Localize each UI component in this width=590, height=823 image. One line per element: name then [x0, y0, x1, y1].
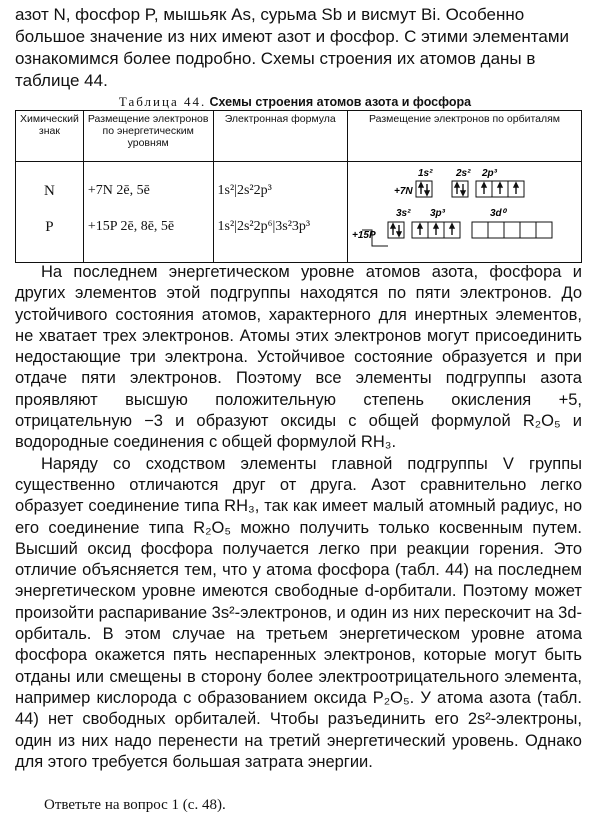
symbol-p: P: [45, 219, 54, 235]
orbital-label-n-1s: 1s²: [418, 168, 433, 179]
formula-p: 1s²|2s²2p⁶|3s²3p³: [217, 219, 311, 234]
levels-cell: [83, 162, 213, 263]
table-header-row: [16, 111, 582, 162]
formula-cell: [213, 162, 348, 263]
body-text: [15, 262, 582, 773]
header-orbitals: Размещение электронов по орбиталям: [348, 111, 582, 162]
header-symbol: Химический знак: [16, 111, 84, 162]
header-levels: Размещение электронов по энергетическим уровням: [83, 111, 213, 162]
orbital-label-n-2p: 2p³: [482, 168, 497, 179]
orbital-prefix-n: +7N: [394, 186, 413, 197]
question-reference: Ответьте на вопрос 1 (с. 48).: [44, 797, 226, 813]
orbital-box-n-2s: [452, 181, 468, 197]
atom-structure-table: [15, 110, 582, 263]
table-row: [16, 162, 582, 263]
header-formula: Электронная формула: [213, 111, 348, 162]
table-caption: [0, 94, 590, 110]
caption-title: Схемы строения атомов азота и фосфора: [209, 95, 472, 109]
orbital-box-p-3d: [472, 222, 552, 238]
levels-n: +7N 2ē, 5ē: [87, 183, 150, 198]
orbital-diagram: [352, 164, 577, 260]
orbital-label-p-3d: 3d⁰: [490, 208, 506, 219]
orbital-label-p-3s: 3s²: [396, 208, 411, 219]
levels-p: +15P 2ē, 8ē, 5ē: [87, 219, 175, 234]
symbol-cell: [16, 162, 84, 263]
symbol-n: N: [44, 183, 55, 199]
formula-n: 1s²|2s²2p³: [217, 183, 272, 198]
paragraph-1: На последнем энергетическом уровне атомов азота, фосфора и других элементов этой подгруппы находятся по пяти электронов. До устойчивого состояния атомов, характерного для инертных элементов, не хватает трех электронов. Атомы этих электронов могут присоединить недостающие три электрона. Устойчивое состояние образуется и при отдаче пяти электронов. Поэтому все элементы подгруппы азота проявляют высшую положительную степень окисления +5, отрицательную −3 и образуют оксиды с общей формулой R₂O₅ и водородные соединения с общей формулой RH₃.: [15, 263, 582, 452]
intro-text: азот N, фосфор P, мышьяк As, сурьма Sb и висмут Bi. Особенно большое значение из них имеют азот и фосфор. С этими элементами ознакомимся более подробно. Схемы строения их атомов даны в таблице 44.: [15, 5, 570, 90]
orbital-box-p-3s: [388, 222, 404, 238]
orbital-box-n-1s: [416, 181, 432, 197]
orbital-diagram-cell: [348, 162, 582, 263]
orbital-prefix-p: +15P: [352, 230, 376, 241]
orbital-label-n-2s: 2s²: [456, 168, 471, 179]
orbital-label-p-3p: 3p³: [430, 208, 445, 219]
paragraph-2: Наряду со сходством элементы главной подгруппы V группы существенно отличаются друг от друга. Азот сравнительно легко образует соединение типа RH₃, так как имеет малый атомный радиус, но его соединение типа R₂O₅ можно получить только косвенным путем. Высший оксид фосфора получается легко при реакции горения. Это отличие объясняется тем, что у атома фосфора (табл. 44) на последнем энергетическом уровне имеются свободные d-орбитали. Поэтому может произойти распаривание 3s²-электронов, и один из них перескочит на 3d-орбиталь. В этом случае на третьем энергетическом уровне атома фосфора окажется пять неспаренных электронов, которые могут быть отданы или смещены в сторону более электроотрицательного элемента, например кислорода с образованием оксида P₂O₅. У атома азота (табл. 44) нет свободных орбиталей. Чтобы разъединить его 2s²-электроны, один из них надо перенести на третий энергетический уровень. Однако для этого требуется большая затрата энергии.: [15, 454, 582, 771]
caption-lead: Таблица 44.: [118, 94, 207, 109]
intro-paragraph: [15, 4, 580, 92]
